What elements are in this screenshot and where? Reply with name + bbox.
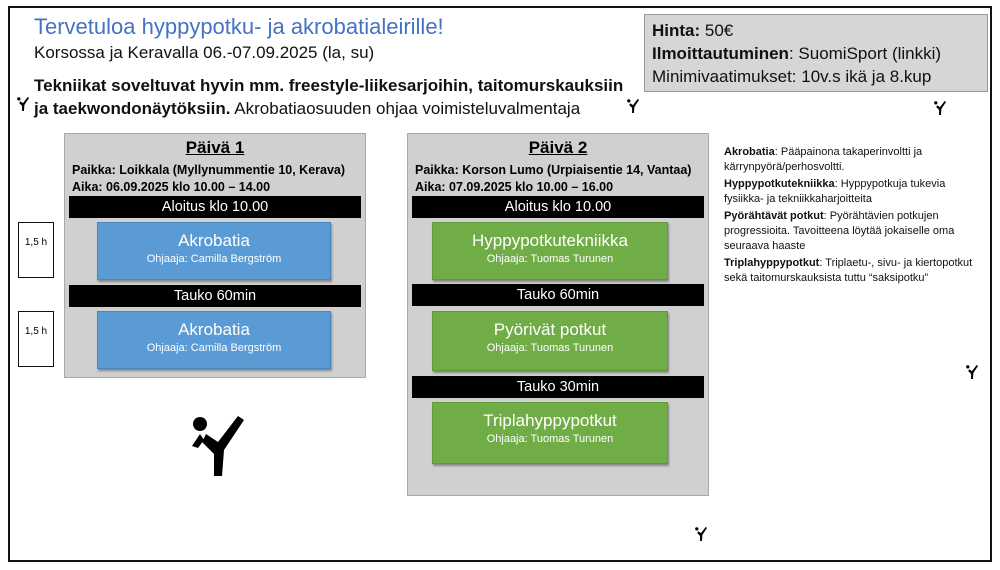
- day2-break2-bar: Tauko 30min: [412, 376, 704, 398]
- signup-label: Ilmoittautuminen: [652, 44, 789, 63]
- day2-start-bar: Aloitus klo 10.00: [412, 196, 704, 218]
- kicker-icon-small: [965, 364, 979, 380]
- note-label: Akrobatia: [724, 146, 775, 158]
- day2-session1-name: Hyppypotkutekniikka: [472, 231, 628, 250]
- page-title: Tervetuloa hyppypotku- ja akrobatialeirille!: [34, 14, 444, 39]
- day2-session1[interactable]: [432, 222, 668, 280]
- day2-session3[interactable]: [432, 402, 668, 464]
- note-label: Hyppypotkutekniikka: [724, 178, 835, 190]
- note-text: : Triplaetu-, sivu- ja kiertopotkut sekä taitomurskauksista tuttu “saksipotku”: [724, 257, 973, 284]
- note-label: Triplahyppypotkut: [724, 257, 820, 269]
- duration-box-2: 1,5 h: [18, 311, 54, 367]
- day1-session1[interactable]: [97, 222, 331, 280]
- day1-break-bar: Tauko 60min: [69, 285, 361, 307]
- day1-start-bar: Aloitus klo 10.00: [69, 196, 361, 218]
- kicker-icon-small: [933, 100, 947, 116]
- note-item: [724, 209, 982, 254]
- note-item: [724, 256, 982, 286]
- signup-line: [652, 42, 987, 65]
- price-label: Hinta:: [652, 21, 701, 40]
- day1-panel: [64, 133, 366, 378]
- day2-break1-bar: Tauko 60min: [412, 284, 704, 306]
- day2-session2-name: Pyörivät potkut: [493, 320, 607, 339]
- day2-session3-name: Triplahyppypotkut: [483, 411, 617, 430]
- note-item: [724, 177, 982, 207]
- info-box: [644, 14, 988, 92]
- description: [34, 74, 634, 120]
- description-normal: Akrobatiaosuuden ohjaa voimisteluvalmentaja: [230, 99, 581, 118]
- day2-panel: [407, 133, 709, 496]
- kicker-icon-large: [188, 412, 248, 480]
- note-label: Pyörähtävät potkut: [724, 210, 824, 222]
- day2-session1-coach: Ohjaaja: Tuomas Turunen: [486, 253, 614, 265]
- note-text: : Hyppypotkuja tukevia fysiikka- ja tekniikkaharjoitteita: [724, 178, 946, 205]
- duration-box-1: 1,5 h: [18, 222, 54, 278]
- page-subtitle: Korsossa ja Keravalla 06.-07.09.2025 (la, su): [34, 43, 375, 62]
- note-text: : Pyörähtävien potkujen progressioita. Tavoitteena löytää jokaiselle oma seuraava haaste: [724, 210, 955, 252]
- note-text: : Pääpainona takaperinvoltti ja kärrynpyörä/perhosvoltti.: [724, 146, 923, 173]
- day2-place: Paikka: Korson Lumo (Urpiaisentie 14, Vantaa): [415, 163, 692, 177]
- day2-session2[interactable]: [432, 311, 668, 371]
- day2-session2-coach: Ohjaaja: Tuomas Turunen: [486, 342, 614, 354]
- price-line: [652, 19, 987, 42]
- day2-title: Päivä 2: [528, 138, 588, 157]
- signup-value[interactable]: : SuomiSport (linkki): [788, 44, 942, 63]
- kicker-icon-small: [16, 96, 30, 112]
- session-notes: [724, 145, 982, 288]
- kicker-icon-small: [694, 526, 708, 542]
- day1-session2-name: Akrobatia: [178, 320, 250, 339]
- requirements-line: Minimivaatimukset: 10v.s ikä ja 8.kup: [652, 67, 932, 86]
- price-value: 50€: [700, 21, 734, 40]
- day1-session1-name: Akrobatia: [178, 231, 250, 250]
- day2-session3-coach: Ohjaaja: Tuomas Turunen: [486, 433, 614, 445]
- day1-session2[interactable]: [97, 311, 331, 369]
- day1-time: Aika: 06.09.2025 klo 10.00 – 14.00: [72, 180, 271, 194]
- kicker-icon-small: [626, 98, 640, 114]
- day1-session1-coach: Ohjaaja: Camilla Bergström: [146, 253, 282, 265]
- day1-title: Päivä 1: [185, 138, 245, 157]
- day1-place: Paikka: Loikkala (Myllynummentie 10, Kerava): [72, 163, 346, 177]
- note-item: [724, 145, 982, 175]
- day2-time: Aika: 07.09.2025 klo 10.00 – 16.00: [415, 180, 614, 194]
- day1-session2-coach: Ohjaaja: Camilla Bergström: [146, 342, 282, 354]
- description-bold: Tekniikat soveltuvat hyvin mm. freestyle-liikesarjoihin, taitomurskauksiin ja taekwondonäytöksiin.: [34, 76, 624, 118]
